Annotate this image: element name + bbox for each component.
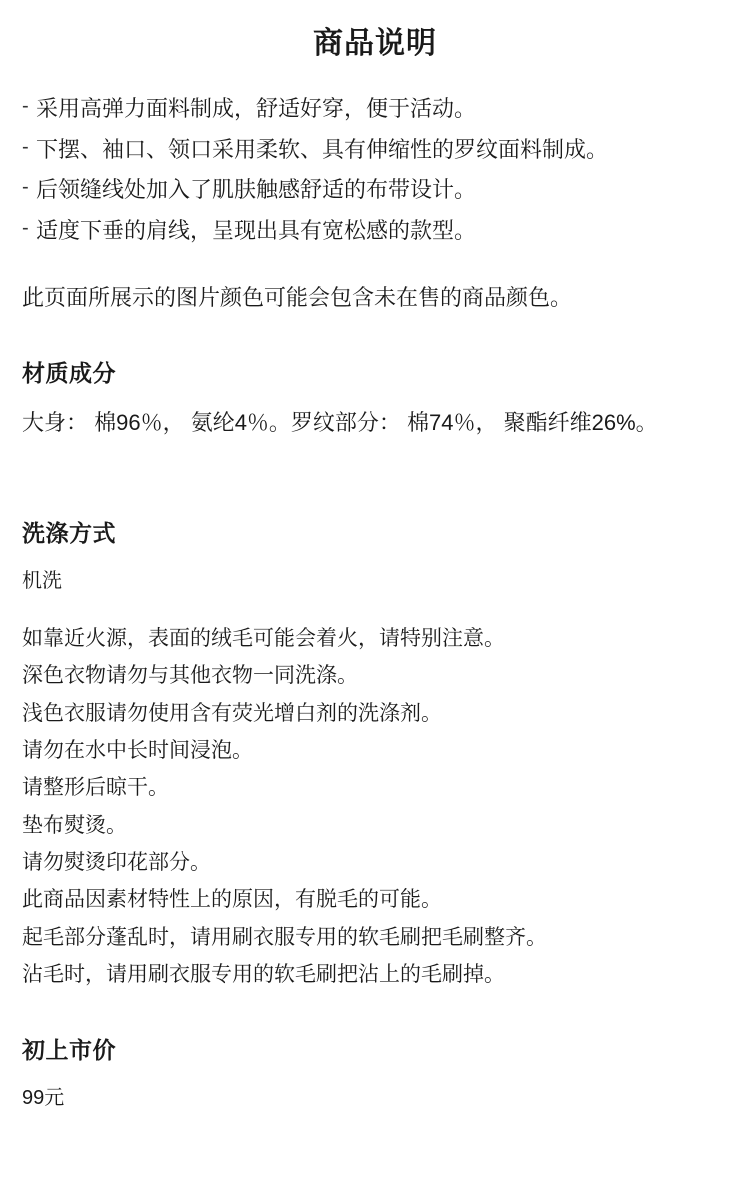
list-item-label: 下摆、袖口、领口采用柔软、具有伸缩性的罗纹面料制成。 bbox=[36, 136, 609, 162]
list-item: 请整形后晾干。 bbox=[22, 776, 169, 800]
list-item bbox=[22, 89, 728, 130]
section-heading-washing: 洗涤方式 bbox=[22, 519, 116, 546]
list-item: 浅色衣服请勿使用含有荧光增白剂的洗涤剂。 bbox=[22, 701, 442, 725]
section-initial-price bbox=[22, 1032, 728, 1115]
list-item: 起毛部分蓬乱时，请用刷衣服专用的软毛刷把毛刷整齐。 bbox=[22, 925, 547, 949]
washing-method-value: 机洗 bbox=[22, 569, 62, 592]
list-item-label: 适度下垂的肩线，呈现出具有宽松感的款型。 bbox=[36, 218, 477, 244]
list-item: 深色衣物请勿与其他衣物一同洗涤。 bbox=[22, 664, 358, 688]
initial-price-value: 99元 bbox=[22, 1086, 65, 1109]
list-item bbox=[22, 211, 728, 252]
list-item: 请勿熨烫印花部分。 bbox=[22, 851, 211, 875]
list-item: 如靠近火源，表面的绒毛可能会着火，请特别注意。 bbox=[22, 626, 505, 650]
washing-instruction-list bbox=[22, 620, 728, 994]
list-item bbox=[22, 130, 728, 171]
list-item bbox=[22, 170, 728, 211]
section-washing bbox=[22, 515, 728, 994]
list-item-label: 采用高弹力面料制成，舒适好穿，便于活动。 bbox=[36, 96, 477, 121]
material-composition-text: 大身： 棉96％， 氨纶4％。罗纹部分： 棉74％， 聚酯纤维26%。 bbox=[22, 410, 658, 436]
feature-list bbox=[22, 89, 728, 252]
section-spacer bbox=[22, 443, 728, 473]
dash-bullet-icon: - bbox=[22, 217, 29, 240]
list-item: 此商品因素材特性上的原因，有脱毛的可能。 bbox=[22, 888, 442, 912]
section-heading-material: 材质成分 bbox=[22, 360, 116, 387]
section-material bbox=[22, 355, 728, 443]
list-item: 请勿在水中长时间浸泡。 bbox=[22, 738, 253, 762]
section-heading-initial-price: 初上市价 bbox=[22, 1036, 116, 1063]
list-item: 垫布熨烫。 bbox=[22, 813, 127, 837]
dash-bullet-icon: - bbox=[22, 135, 29, 158]
dash-bullet-icon: - bbox=[22, 176, 29, 199]
color-disclaimer-note: 此页面所展示的图片颜色可能会包含未在售的商品颜色。 bbox=[22, 284, 573, 310]
list-item-label: 后领缝线处加入了肌肤触感舒适的布带设计。 bbox=[36, 177, 477, 203]
list-item: 沾毛时，请用刷衣服专用的软毛刷把沾上的毛刷掉。 bbox=[22, 963, 505, 987]
page-title: 商品说明 bbox=[313, 27, 437, 60]
dash-bullet-icon: - bbox=[22, 95, 29, 117]
